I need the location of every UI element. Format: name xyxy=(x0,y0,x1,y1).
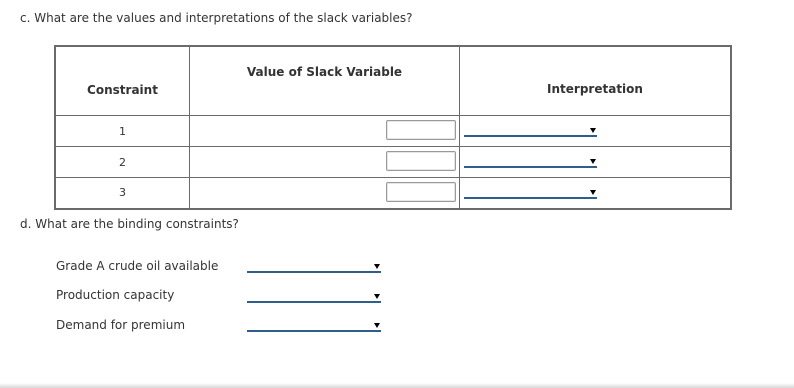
constraint-number: 1 xyxy=(55,116,190,147)
constraint-number: 2 xyxy=(55,147,190,178)
chevron-down-icon xyxy=(374,294,380,299)
slack-value-input-1[interactable] xyxy=(386,120,456,140)
constraint-column-header: Constraint xyxy=(55,46,190,116)
slack-value-cell xyxy=(190,147,460,178)
chevron-down-icon xyxy=(374,323,380,328)
slack-value-input-2[interactable] xyxy=(386,151,456,171)
slack-value-input-3[interactable] xyxy=(386,182,456,202)
bottom-scroll-edge xyxy=(0,383,794,388)
constraint-number: 3 xyxy=(55,178,190,209)
table-header-row xyxy=(55,46,731,116)
binding-constraint-label: Grade A crude oil available xyxy=(56,259,219,273)
binding-dropdown-production-capacity[interactable] xyxy=(247,291,381,303)
slack-value-cell xyxy=(190,178,460,209)
chevron-down-icon xyxy=(590,190,596,195)
interpretation-dropdown-2[interactable] xyxy=(464,156,597,168)
chevron-down-icon xyxy=(590,128,596,133)
binding-dropdown-grade-a-crude[interactable] xyxy=(247,261,381,273)
interpretation-cell xyxy=(460,116,732,147)
table-row xyxy=(55,178,731,209)
question-d-prompt: d. What are the binding constraints? xyxy=(20,217,239,231)
slack-value-cell xyxy=(190,116,460,147)
value-column-header: Value of Slack Variable xyxy=(190,46,460,116)
table-row xyxy=(55,147,731,178)
interpretation-cell xyxy=(460,147,732,178)
interpretation-column-header: Interpretation xyxy=(460,46,732,116)
question-c-prompt: c. What are the values and interpretations of the slack variables? xyxy=(20,11,413,25)
interpretation-dropdown-3[interactable] xyxy=(464,187,597,199)
interpretation-cell xyxy=(460,178,732,209)
chevron-down-icon xyxy=(590,159,596,164)
table-row xyxy=(55,116,731,147)
binding-dropdown-demand-premium[interactable] xyxy=(247,320,381,332)
binding-constraint-label: Production capacity xyxy=(56,288,175,302)
interpretation-dropdown-1[interactable] xyxy=(464,125,597,137)
binding-constraint-label: Demand for premium xyxy=(56,318,186,332)
slack-variable-table xyxy=(54,45,732,210)
chevron-down-icon xyxy=(374,264,380,269)
